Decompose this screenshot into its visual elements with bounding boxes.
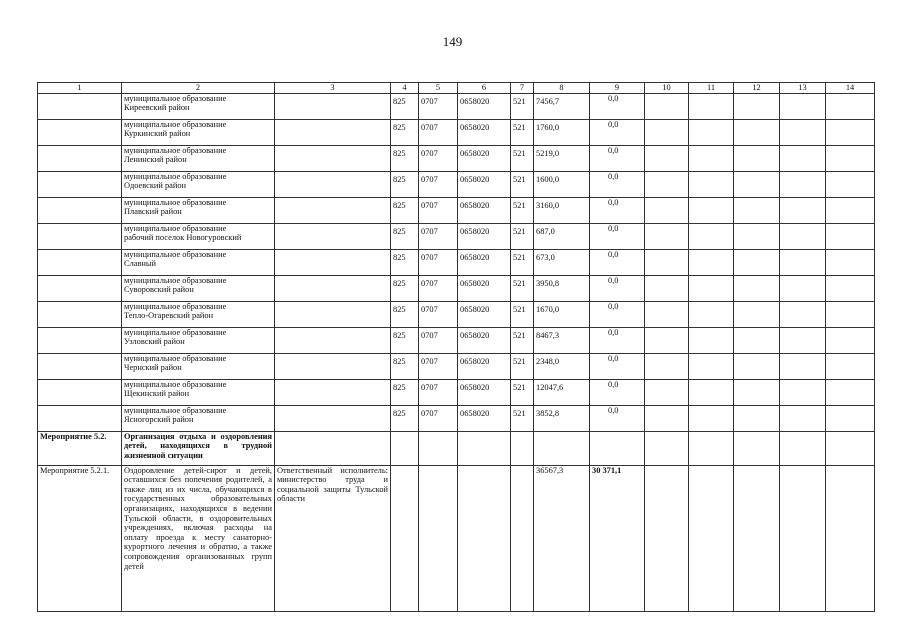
- row-col-10: [645, 197, 689, 223]
- activity-executor: Ответственный исполнитель: министерство труда и социальной защиты Тульской области: [275, 465, 391, 611]
- header-col-9: 9: [590, 83, 645, 94]
- municipality-district: Чернский район: [124, 363, 182, 373]
- table-row: [38, 301, 875, 327]
- row-col-11: [689, 93, 734, 119]
- row-col-3: [275, 93, 391, 119]
- row-code-col4: 825: [391, 119, 419, 145]
- row-col-11: [689, 405, 734, 431]
- municipality-district: Узловский район: [124, 337, 185, 347]
- row-col-11: [689, 119, 734, 145]
- row-amount-col8: 1670,0: [534, 301, 590, 327]
- row-code-col6: 0658020: [458, 353, 511, 379]
- row-amount-col8: 2348,0: [534, 353, 590, 379]
- row-col-14: [826, 93, 875, 119]
- row-col-13: [780, 197, 826, 223]
- row-col-10: [645, 93, 689, 119]
- row-col-11: [689, 379, 734, 405]
- row-code-col4: 825: [391, 327, 419, 353]
- row-col-3: [275, 301, 391, 327]
- header-col-8: 8: [534, 83, 590, 94]
- row-col-14: [826, 145, 875, 171]
- row-amount-col9: 0,0: [590, 301, 645, 327]
- row-col-10: [645, 301, 689, 327]
- row-col-14: [826, 327, 875, 353]
- row-code-col6: 0658020: [458, 145, 511, 171]
- row-code-col6: 0658020: [458, 249, 511, 275]
- municipality-district: Ясногорский район: [124, 415, 194, 425]
- activity-description: Оздоровление детей-сирот и детей, оставшихся без попечения родителей, а также лиц из их числа, обучающихся в государственных образовательных организациях, находящихся в ведении Тульской области, в оздоровительных учреждениях, включая расходы на оплату проезда к месту санаторно-курортного лечения и обратно, а также сопровождения организованных групп детей: [122, 465, 275, 611]
- row-code-col6: 0658020: [458, 171, 511, 197]
- row-col-3: [275, 119, 391, 145]
- row-code-col6: 0658020: [458, 197, 511, 223]
- municipality-district: Плавский район: [124, 207, 182, 217]
- municipality-type: муниципальное образование: [124, 249, 227, 259]
- row-amount-col8: 1600,0: [534, 171, 590, 197]
- row-col-13: [780, 249, 826, 275]
- header-col-11: 11: [689, 83, 734, 94]
- row-col-10: [645, 353, 689, 379]
- row-code-col5: 0707: [419, 119, 458, 145]
- row-col-10: [645, 379, 689, 405]
- row-code-col7: 521: [511, 145, 534, 171]
- municipality-district: Тепло-Огаревский район: [124, 311, 214, 321]
- row-amount-col9: 0,0: [590, 353, 645, 379]
- row-code-col5: 0707: [419, 171, 458, 197]
- row-col-3: [275, 327, 391, 353]
- row-col-12: [734, 93, 780, 119]
- row-col-3: [275, 405, 391, 431]
- row-code-col5: 0707: [419, 197, 458, 223]
- row-col-3: [275, 145, 391, 171]
- row-col-1: [38, 327, 122, 353]
- row-code-col7: 521: [511, 171, 534, 197]
- row-col-1: [38, 379, 122, 405]
- municipality-district: Киреевский район: [124, 103, 190, 113]
- row-amount-col8: 5219,0: [534, 145, 590, 171]
- row-code-col7: 521: [511, 379, 534, 405]
- data-rows: [38, 93, 875, 431]
- header-col-5: 5: [419, 83, 458, 94]
- row-code-col4: 825: [391, 223, 419, 249]
- municipality-type: муниципальное образование: [124, 197, 227, 207]
- municipality-type: муниципальное образование: [124, 119, 227, 129]
- municipality-district: Одоевский район: [124, 181, 187, 191]
- row-amount-col9: 0,0: [590, 379, 645, 405]
- row-code-col5: 0707: [419, 223, 458, 249]
- row-code-col5: 0707: [419, 405, 458, 431]
- row-col-1: [38, 275, 122, 301]
- header-col-1: 1: [38, 83, 122, 94]
- row-col-11: [689, 223, 734, 249]
- row-col-1: [38, 171, 122, 197]
- row-code-col4: 825: [391, 93, 419, 119]
- row-code-col6: 0658020: [458, 119, 511, 145]
- municipality-district: Щекинский район: [124, 389, 190, 399]
- row-code-col7: 521: [511, 119, 534, 145]
- row-col-1: [38, 249, 122, 275]
- table-row: [38, 197, 875, 223]
- row-code-col5: 0707: [419, 145, 458, 171]
- row-col-1: [38, 197, 122, 223]
- row-amount-col9: 0,0: [590, 197, 645, 223]
- section-row: [38, 431, 875, 465]
- row-amount-col8: 1760,0: [534, 119, 590, 145]
- row-col-13: [780, 223, 826, 249]
- row-col-13: [780, 379, 826, 405]
- header-col-6: 6: [458, 83, 511, 94]
- row-col-12: [734, 119, 780, 145]
- table-row: [38, 93, 875, 119]
- row-col-11: [689, 171, 734, 197]
- row-col-12: [734, 249, 780, 275]
- row-col-14: [826, 275, 875, 301]
- row-code-col7: 521: [511, 223, 534, 249]
- table-row: [38, 145, 875, 171]
- row-col-14: [826, 197, 875, 223]
- row-code-col6: 0658020: [458, 405, 511, 431]
- section-title: Организация отдыха и оздоровления детей, находящихся в трудной жизненной ситуации: [122, 431, 275, 465]
- header-col-2: 2: [122, 83, 275, 94]
- row-col-3: [275, 275, 391, 301]
- row-code-col4: 825: [391, 197, 419, 223]
- municipality-name: [122, 249, 275, 275]
- row-col-1: [38, 223, 122, 249]
- row-amount-col9: 0,0: [590, 93, 645, 119]
- municipality-district: Куркинский район: [124, 129, 191, 139]
- row-col-12: [734, 171, 780, 197]
- municipality-name: [122, 145, 275, 171]
- row-code-col4: 825: [391, 145, 419, 171]
- municipality-district: Ленинский район: [124, 155, 187, 165]
- municipality-name: [122, 223, 275, 249]
- row-col-12: [734, 353, 780, 379]
- row-col-14: [826, 405, 875, 431]
- table-row: [38, 119, 875, 145]
- row-amount-col9: 0,0: [590, 119, 645, 145]
- row-col-12: [734, 275, 780, 301]
- row-col-11: [689, 327, 734, 353]
- row-col-11: [689, 353, 734, 379]
- row-col-13: [780, 327, 826, 353]
- row-col-1: [38, 145, 122, 171]
- table-row: [38, 171, 875, 197]
- row-col-3: [275, 171, 391, 197]
- row-amount-col8: 687,0: [534, 223, 590, 249]
- table-row: [38, 327, 875, 353]
- activity-row: [38, 465, 875, 611]
- row-code-col4: 825: [391, 405, 419, 431]
- header-col-3: 3: [275, 83, 391, 94]
- municipality-type: муниципальное образование: [124, 93, 227, 103]
- row-col-11: [689, 249, 734, 275]
- header-row: [38, 83, 875, 94]
- row-col-12: [734, 223, 780, 249]
- budget-table: [37, 82, 875, 612]
- row-code-col6: 0658020: [458, 301, 511, 327]
- municipality-name: [122, 353, 275, 379]
- row-amount-col8: 12047,6: [534, 379, 590, 405]
- row-code-col7: 521: [511, 197, 534, 223]
- row-code-col6: 0658020: [458, 379, 511, 405]
- table-row: [38, 249, 875, 275]
- row-col-13: [780, 119, 826, 145]
- row-amount-col8: 3160,0: [534, 197, 590, 223]
- row-col-12: [734, 197, 780, 223]
- page-number: 149: [442, 34, 463, 49]
- row-amount-col9: 0,0: [590, 405, 645, 431]
- row-col-14: [826, 379, 875, 405]
- municipality-type: муниципальное образование: [124, 327, 227, 337]
- row-col-11: [689, 197, 734, 223]
- row-col-10: [645, 145, 689, 171]
- row-col-10: [645, 171, 689, 197]
- row-col-14: [826, 249, 875, 275]
- row-col-3: [275, 249, 391, 275]
- municipality-name: [122, 405, 275, 431]
- table-row: [38, 405, 875, 431]
- row-col-12: [734, 301, 780, 327]
- municipality-type: муниципальное образование: [124, 223, 227, 233]
- row-amount-col9: 0,0: [590, 327, 645, 353]
- row-code-col4: 825: [391, 379, 419, 405]
- row-col-10: [645, 405, 689, 431]
- row-code-col7: 521: [511, 301, 534, 327]
- row-code-col4: 825: [391, 171, 419, 197]
- row-code-col4: 825: [391, 353, 419, 379]
- row-col-3: [275, 353, 391, 379]
- municipality-type: муниципальное образование: [124, 275, 227, 285]
- row-col-3: [275, 197, 391, 223]
- row-col-12: [734, 405, 780, 431]
- row-amount-col9: 0,0: [590, 249, 645, 275]
- row-col-10: [645, 223, 689, 249]
- row-code-col4: 825: [391, 249, 419, 275]
- row-col-11: [689, 275, 734, 301]
- row-col-13: [780, 405, 826, 431]
- row-col-1: [38, 119, 122, 145]
- row-col-13: [780, 275, 826, 301]
- row-code-col7: 521: [511, 405, 534, 431]
- row-code-col5: 0707: [419, 275, 458, 301]
- row-code-col7: 521: [511, 327, 534, 353]
- row-amount-col9: 0,0: [590, 275, 645, 301]
- municipality-name: [122, 275, 275, 301]
- row-col-1: [38, 353, 122, 379]
- row-col-13: [780, 93, 826, 119]
- table-row: [38, 353, 875, 379]
- municipality-name: [122, 301, 275, 327]
- table-row: [38, 379, 875, 405]
- header-col-4: 4: [391, 83, 419, 94]
- municipality-name: [122, 119, 275, 145]
- row-amount-col8: 673,0: [534, 249, 590, 275]
- row-code-col4: 825: [391, 301, 419, 327]
- row-col-14: [826, 171, 875, 197]
- municipality-name: [122, 327, 275, 353]
- row-col-11: [689, 145, 734, 171]
- municipality-type: муниципальное образование: [124, 145, 227, 155]
- header-col-7: 7: [511, 83, 534, 94]
- row-col-13: [780, 171, 826, 197]
- row-col-14: [826, 223, 875, 249]
- row-code-col6: 0658020: [458, 93, 511, 119]
- row-code-col5: 0707: [419, 249, 458, 275]
- table-row: [38, 223, 875, 249]
- row-code-col6: 0658020: [458, 223, 511, 249]
- row-code-col5: 0707: [419, 93, 458, 119]
- municipality-district: Суворовский район: [124, 285, 194, 295]
- header-col-13: 13: [780, 83, 826, 94]
- row-code-col5: 0707: [419, 327, 458, 353]
- header-col-14: 14: [826, 83, 875, 94]
- row-code-col7: 521: [511, 275, 534, 301]
- municipality-name: [122, 171, 275, 197]
- municipality-district: Славный: [124, 259, 157, 269]
- row-amount-col8: 7456,7: [534, 93, 590, 119]
- row-col-12: [734, 145, 780, 171]
- row-col-3: [275, 379, 391, 405]
- row-amount-col8: 3950,8: [534, 275, 590, 301]
- municipality-type: муниципальное образование: [124, 353, 227, 363]
- row-code-col4: 825: [391, 275, 419, 301]
- row-col-14: [826, 353, 875, 379]
- municipality-name: [122, 197, 275, 223]
- row-code-col5: 0707: [419, 353, 458, 379]
- row-col-11: [689, 301, 734, 327]
- municipality-name: [122, 93, 275, 119]
- row-col-13: [780, 353, 826, 379]
- row-code-col5: 0707: [419, 301, 458, 327]
- row-col-10: [645, 275, 689, 301]
- row-amount-col9: 0,0: [590, 171, 645, 197]
- header-col-12: 12: [734, 83, 780, 94]
- row-amount-col9: 0,0: [590, 145, 645, 171]
- row-code-col5: 0707: [419, 379, 458, 405]
- row-col-1: [38, 301, 122, 327]
- row-code-col6: 0658020: [458, 275, 511, 301]
- activity-amount-col9: 30 371,1: [590, 465, 645, 611]
- row-amount-col9: 0,0: [590, 223, 645, 249]
- row-col-3: [275, 223, 391, 249]
- municipality-type: муниципальное образование: [124, 301, 227, 311]
- header-col-10: 10: [645, 83, 689, 94]
- municipality-name: [122, 379, 275, 405]
- row-col-1: [38, 93, 122, 119]
- row-code-col7: 521: [511, 93, 534, 119]
- municipality-type: муниципальное образование: [124, 379, 227, 389]
- row-col-14: [826, 119, 875, 145]
- table-row: [38, 275, 875, 301]
- activity-amount-col8: 36567,3: [534, 465, 590, 611]
- row-col-1: [38, 405, 122, 431]
- municipality-type: муниципальное образование: [124, 171, 227, 181]
- row-amount-col8: 8467,3: [534, 327, 590, 353]
- row-col-14: [826, 301, 875, 327]
- section-label: Мероприятие 5.2.: [38, 431, 122, 465]
- activity-label: Мероприятие 5.2.1.: [38, 465, 122, 611]
- row-col-10: [645, 327, 689, 353]
- row-col-13: [780, 301, 826, 327]
- row-code-col7: 521: [511, 353, 534, 379]
- row-col-12: [734, 327, 780, 353]
- row-col-12: [734, 379, 780, 405]
- row-amount-col8: 3852,8: [534, 405, 590, 431]
- row-col-13: [780, 145, 826, 171]
- row-code-col7: 521: [511, 249, 534, 275]
- municipality-type: муниципальное образование: [124, 405, 227, 415]
- row-col-10: [645, 249, 689, 275]
- row-col-10: [645, 119, 689, 145]
- row-code-col6: 0658020: [458, 327, 511, 353]
- municipality-district: рабочий поселок Новогуровский: [124, 233, 242, 243]
